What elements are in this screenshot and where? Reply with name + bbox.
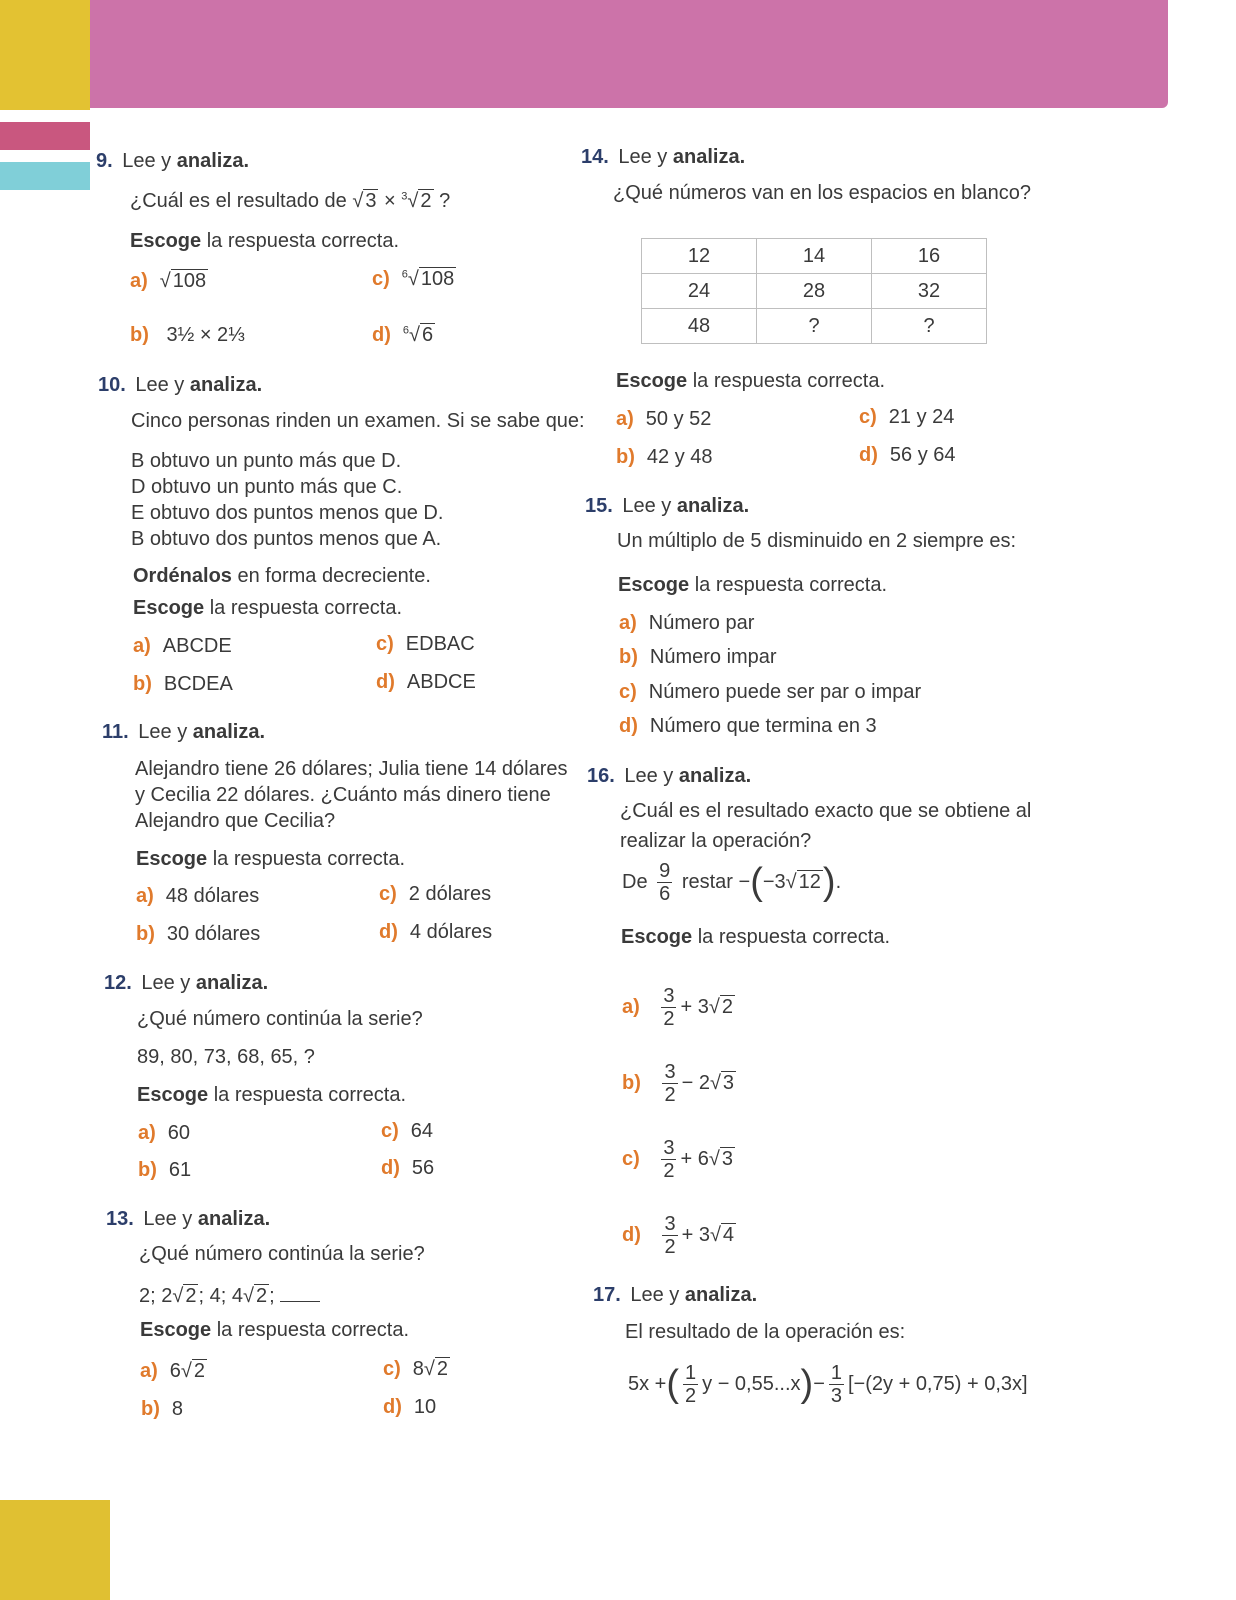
option-label: b) [136,923,155,945]
option-label: b) [619,646,638,668]
q10-option-d[interactable] [376,671,476,694]
q12-heading [104,972,268,995]
table-cell: 24 [642,274,757,309]
table-cell: 14 [757,239,872,274]
q17-term: 5x + [628,1372,667,1395]
option-label: a) [140,1360,158,1382]
q14-number: 14. [581,146,609,168]
option-value: 6 [422,324,434,346]
q11-number: 11. [102,721,129,743]
q14-question: ¿Qué números van en los espacios en blanco? [613,182,1032,204]
escoge-label: Escoge [618,574,690,596]
q9-option-a[interactable]: a) √ 108 [130,270,207,292]
fraction-numerator: 3 [664,1061,676,1083]
q15-lee: Lee y [622,495,672,517]
q10-facts [131,448,443,552]
table-row [642,274,987,309]
option-label: a) [136,885,154,907]
fraction-numerator: 3 [664,1213,676,1235]
q10-option-a[interactable] [133,635,232,658]
respuesta-text: la respuesta correcta. [212,848,406,870]
option-op: + 3 [680,995,709,1018]
q9-number: 9. [96,150,113,172]
q12-option-b[interactable] [138,1159,191,1182]
q16-instruction [621,926,890,949]
option-value: 56 y 64 [889,444,956,466]
side-tab-cyan [0,162,90,190]
series-term: 4; [209,1285,227,1307]
q11-option-b[interactable] [136,923,260,946]
q11-line: Alejandro que Cecilia? [135,810,336,832]
option-value: 50 y 52 [645,408,712,430]
q13-question: ¿Qué número continúa la serie? [139,1243,425,1265]
option-coef: 8 [412,1358,424,1380]
fraction-numerator: 1 [830,1362,842,1384]
q13-series: 2; 2√ 2 ; 4; 4√ 2 ; [139,1285,320,1308]
option-label: d) [859,444,878,466]
series-rad: 2 [255,1285,268,1307]
q15-option-d[interactable] [619,715,877,738]
option-label: b) [622,1071,641,1094]
option-value: 3½ × 2⅓ [166,324,245,346]
q17-question: El resultado de la operación es: [625,1321,906,1343]
q9-analiza: analiza. [176,150,250,172]
option-label: d) [383,1396,402,1418]
option-value: Número par [648,612,755,634]
option-fraction [661,985,676,1030]
q16-lee: Lee y [624,765,674,787]
series-rad: 2 [185,1285,197,1307]
option-value: 30 dólares [166,923,261,945]
q14-instruction [616,370,885,393]
q14-heading [581,146,745,169]
respuesta-text: la respuesta correcta. [213,1084,407,1106]
q10-fact: B obtuvo un punto más que D. [131,450,402,472]
option-label: c) [381,1120,399,1142]
series-coef: 2 [161,1285,173,1307]
option-value: ABCDE [162,635,232,657]
side-tab-pink [0,122,90,150]
header-pink-bar [90,0,1168,108]
q11-instruction [136,848,405,871]
q16-de: De [622,870,648,893]
fraction-numerator: 9 [659,860,671,882]
fraction-numerator: 1 [685,1362,697,1384]
option-label: d) [372,324,391,346]
q14-option-c[interactable] [859,406,954,429]
q15-option-c[interactable] [619,681,921,704]
option-label: b) [141,1398,160,1420]
option-value: Número puede ser par o impar [648,681,922,703]
fraction-denominator: 2 [664,1084,676,1106]
q14-option-a[interactable] [616,408,711,431]
option-label: d) [376,671,395,693]
option-value: 108 [420,268,455,290]
option-coef: 6 [169,1360,181,1382]
q9-option-d[interactable]: d) $^6$√ 6 [372,324,434,346]
fraction-denominator: 2 [663,1008,675,1030]
option-rad: 2 [721,995,733,1018]
option-rad: 4 [722,1223,735,1246]
option-label: a) [130,270,148,292]
q10-instruction [133,597,402,620]
option-value: Número impar [649,646,777,668]
q16-option-d[interactable]: d) $\frac{3}{2}$ + 3√ 4 [622,1213,735,1258]
q15-option-a[interactable] [619,612,754,635]
option-label: c) [619,681,637,703]
option-label: a) [622,995,640,1018]
q17-bracket: [−(2y + 0,75) + 0,3x] [848,1372,1028,1395]
q16-expression: De $\frac{9}{6}$ restar −(−3√ 12). [622,860,842,905]
fraction-denominator: 6 [659,883,671,905]
q12-lee: Lee y [141,972,191,994]
escoge-label: Escoge [140,1319,212,1341]
table-cell: 28 [757,274,872,309]
table-cell: ? [757,309,872,344]
q9-question-text: ¿Cuál es el resultado de [130,190,347,212]
q12-option-c[interactable] [381,1120,433,1143]
option-value: EDBAC [405,633,475,655]
page-number: 44 [63,1480,87,1502]
table-cell: ? [872,309,987,344]
q17-lee: Lee y [630,1284,680,1306]
option-rad: 2 [436,1358,449,1380]
table-cell: 12 [642,239,757,274]
q10-order [133,565,431,588]
fraction-denominator: 2 [685,1385,697,1407]
option-rad: 3 [722,1071,735,1094]
q11-option-d[interactable] [379,921,492,944]
option-op: + 6 [680,1147,709,1170]
q15-option-b[interactable] [619,646,777,669]
q17-heading [593,1284,757,1307]
q17-inner: y − 0,55...x [702,1372,801,1395]
option-label: c) [379,883,397,905]
option-value: 60 [167,1122,191,1144]
fraction-denominator: 3 [830,1385,842,1407]
q13-option-b[interactable] [141,1398,183,1421]
q16-coef: −3 [762,870,786,893]
q12-number: 12. [104,972,132,994]
q10-number: 10. [98,374,126,396]
option-value: 48 dólares [165,885,260,907]
q11-option-c[interactable] [379,883,491,906]
q14-table [641,238,987,344]
fraction-denominator: 2 [663,1160,675,1182]
option-label: c) [372,268,390,290]
q15-question: Un múltiplo de 5 disminuido en 2 siempre es: [617,530,1017,552]
q9-expression: √ 3 × $^3$√ 2 [352,190,432,212]
q17-minus: − [813,1372,825,1395]
q12-analiza: analiza. [195,972,269,994]
q14-option-d[interactable] [859,444,956,467]
q16-rad: 12 [798,870,821,893]
option-label: b) [130,324,149,346]
escoge-label: Escoge [136,848,208,870]
option-value: 21 y 24 [888,406,955,428]
option-label: c) [859,406,877,428]
escoge-label: Escoge [616,370,688,392]
q14-option-b[interactable] [616,446,713,469]
table-cell: 16 [872,239,987,274]
option-label: d) [622,1223,641,1246]
q11-lee: Lee y [138,721,188,743]
fraction-denominator: 2 [664,1236,676,1258]
option-label: c) [622,1147,640,1170]
q15-number: 15. [585,495,613,517]
option-value: 8 [171,1398,184,1420]
blank-line [280,1301,320,1302]
q14-lee: Lee y [618,146,668,168]
q11-heading [102,721,265,744]
q10-heading [98,374,262,397]
option-value: BCDEA [163,673,233,695]
option-value: 4 dólares [409,921,493,943]
q12-instruction [137,1084,406,1107]
option-op: + 3 [681,1223,710,1246]
option-op: − 2 [681,1071,710,1094]
series-term: 2; [139,1285,156,1307]
fraction-numerator: 3 [663,985,675,1007]
fraction-numerator: 3 [663,1137,675,1159]
q16-option-a[interactable]: a) $\frac{3}{2}$ + 3√ 2 [622,985,733,1030]
option-label: a) [616,408,634,430]
option-label: c) [383,1358,401,1380]
option-value: Número que termina en 3 [649,715,877,737]
q16-analiza: analiza. [678,765,752,787]
option-label: d) [379,921,398,943]
option-rad: 3 [721,1147,733,1170]
q13-option-a[interactable]: a) 6√ 2 [140,1360,206,1382]
option-value: 61 [168,1159,192,1181]
option-label: a) [133,635,151,657]
option-label: c) [376,633,394,655]
q13-option-c[interactable]: c) 8√ 2 [383,1358,449,1380]
q11-text [135,756,568,834]
table-cell: 48 [642,309,757,344]
page-number-box [0,1500,110,1600]
q9-option-b[interactable] [130,324,245,347]
series-sep: ; [198,1285,205,1307]
q14-analiza: analiza. [672,146,746,168]
q9-question-mark: ? [439,190,451,212]
q9-instruction [130,230,399,253]
q11-line: y Cecilia 22 dólares. ¿Cuánto más dinero tiene [135,784,551,806]
option-label: b) [138,1159,157,1181]
option-value: 10 [413,1396,437,1418]
option-label: d) [381,1157,400,1179]
q16-option-c[interactable]: c) $\frac{3}{2}$ + 6√ 3 [622,1137,733,1182]
q9-lee: Lee y [122,150,172,172]
q13-option-d[interactable] [383,1396,436,1419]
table-row [642,239,987,274]
q16-line: realizar la operación? [620,830,812,852]
q10-fact: E obtuvo dos puntos menos que D. [131,502,444,524]
escoge-label: Escoge [133,597,205,619]
q9-option-c[interactable]: c) $^6$√ 108 [372,268,455,290]
option-value: 64 [410,1120,434,1142]
escoge-label: Escoge [130,230,202,252]
q11-line: Alejandro tiene 26 dólares; Julia tiene 14 dólares [135,758,568,780]
q10-option-c[interactable] [376,633,475,656]
option-rad: 2 [193,1360,206,1382]
q16-restar: restar [681,870,733,893]
q13-lee: Lee y [143,1208,193,1230]
q10-analiza: analiza. [189,374,263,396]
q10-order-bold: Ordénalos [133,565,232,587]
option-fraction [662,1061,677,1106]
option-label: d) [619,715,638,737]
q16-fraction [657,860,672,905]
option-value: ABDCE [406,671,476,693]
q10-fact: D obtuvo un punto más que C. [131,476,403,498]
q15-heading [585,495,749,518]
option-label: b) [133,673,152,695]
option-label: a) [138,1122,156,1144]
option-label: b) [616,446,635,468]
respuesta-text: la respuesta correcta. [692,370,886,392]
q17-fraction-half [683,1362,698,1407]
q17-analiza: analiza. [684,1284,758,1306]
q17-expression: 5x +( $\frac{1}{2}$ y − 0,55...x)− $\frac{1}{3}$ [−(2y + 0,75) + 0,3x] [628,1362,1028,1407]
q10-intro: Cinco personas rinden un examen. Si se sabe que: [131,410,585,432]
respuesta-text: la respuesta correcta. [697,926,891,948]
table-row [642,309,987,344]
header-yellow-bar [0,0,90,110]
q11-analiza: analiza. [192,721,266,743]
q10-lee: Lee y [135,374,185,396]
q10-option-b[interactable] [133,673,233,696]
option-value: 2 dólares [408,883,492,905]
option-value: 56 [411,1157,435,1179]
q10-order-rest: en forma decreciente. [237,565,431,587]
q16-line: ¿Cuál es el resultado exacto que se obtiene al [620,800,1032,822]
q16-heading [587,765,751,788]
table-cell: 32 [872,274,987,309]
option-fraction [661,1137,676,1182]
q13-instruction [140,1319,409,1342]
respuesta-text: la respuesta correcta. [216,1319,410,1341]
q16-number: 16. [587,765,615,787]
q13-heading [106,1208,270,1231]
q12-option-d[interactable] [381,1157,434,1180]
q16-option-b[interactable]: b) $\frac{3}{2}$ − 2√ 3 [622,1061,735,1106]
q13-number: 13. [106,1208,134,1230]
respuesta-text: la respuesta correcta. [209,597,403,619]
q16-question [620,798,1031,854]
escoge-label: Escoge [621,926,693,948]
q17-fraction-third [829,1362,844,1407]
respuesta-text: la respuesta correcta. [694,574,888,596]
series-sep: ; [269,1285,275,1307]
q11-option-a[interactable] [136,885,259,908]
option-label: a) [619,612,637,634]
option-value: 108 [172,270,207,292]
q9-question [130,190,450,213]
q12-option-a[interactable] [138,1122,190,1145]
q12-series: 89, 80, 73, 68, 65, ? [137,1046,315,1068]
q15-instruction [618,574,887,597]
q15-analiza: analiza. [676,495,750,517]
escoge-label: Escoge [137,1084,209,1106]
respuesta-text: la respuesta correcta. [206,230,400,252]
q17-number: 17. [593,1284,621,1306]
q10-fact: B obtuvo dos puntos menos que A. [131,528,442,550]
option-fraction [662,1213,677,1258]
q13-analiza: analiza. [197,1208,271,1230]
series-coef: 4 [231,1285,243,1307]
q12-question: ¿Qué número continúa la serie? [137,1008,423,1030]
option-value: 42 y 48 [646,446,713,468]
q9-heading [96,150,249,173]
